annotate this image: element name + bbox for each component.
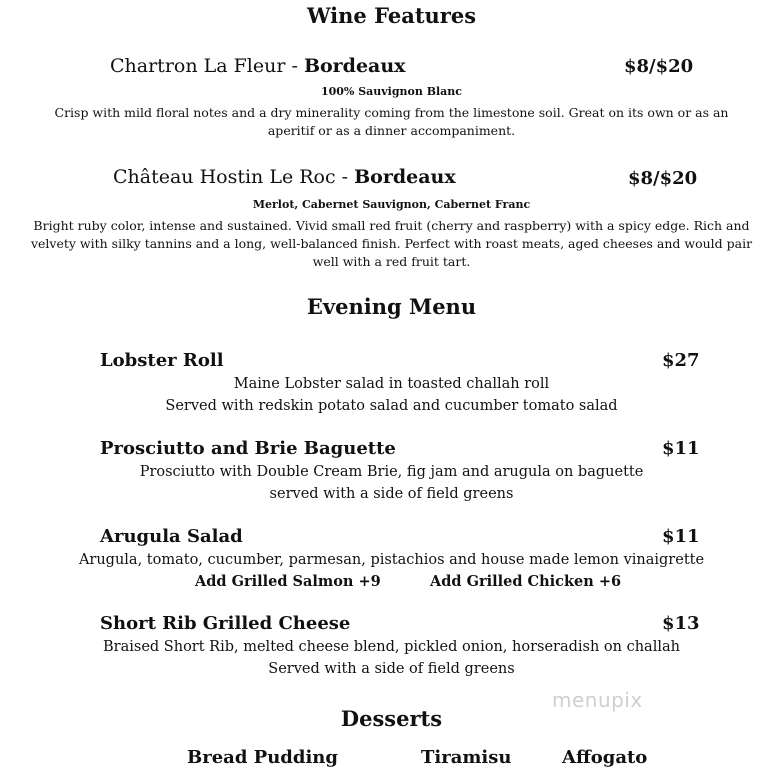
menupix-watermark: menupix	[552, 688, 643, 712]
menu-item-price: $11	[662, 438, 700, 459]
menu-item-name: Lobster Roll	[100, 350, 224, 371]
wine-price-2: $8/$20	[628, 168, 698, 189]
addon-chicken: Add Grilled Chicken +6	[430, 573, 622, 590]
menu-item-name: Arugula Salad	[100, 526, 243, 547]
wine-grapes-2: Merlot, Cabernet Sauvignon, Cabernet Franc	[252, 198, 531, 211]
menu-item-price: $13	[662, 613, 700, 634]
addon-salmon: Add Grilled Salmon +9	[195, 573, 381, 590]
dessert-item: Tiramisu	[421, 747, 512, 768]
menu-item-desc: Served with a side of field greens	[268, 661, 515, 677]
wine-desc-2: Bright ruby color, intense and sustained. Vivid small red fruit (cherry and raspberry) with a spicy edge. Rich and velvety with silky tannins and a long, well-balanced finish. Perfect with roast meats, aged cheeses and would pair well with a red fruit tart.	[30, 218, 753, 269]
wine-region: Bordeaux	[354, 166, 456, 188]
menu-item-desc: served with a side of field greens	[269, 486, 514, 502]
menu-item-name: Prosciutto and Brie Baguette	[100, 438, 396, 459]
desserts-heading: Desserts	[340, 706, 443, 731]
menu-item-name: Short Rib Grilled Cheese	[100, 613, 351, 634]
menu-item-price: $11	[662, 526, 700, 547]
menu-item-price: $27	[662, 350, 700, 371]
wine-price-1: $8/$20	[624, 56, 694, 77]
menu-item-desc: Braised Short Rib, melted cheese blend, pickled onion, horseradish on challah	[103, 639, 680, 655]
menu-item-desc: Prosciutto with Double Cream Brie, fig jam and arugula on baguette	[139, 464, 644, 480]
wine-name-1	[110, 55, 406, 77]
menu-item-desc: Maine Lobster salad in toasted challah roll	[233, 376, 550, 392]
dessert-item: Affogato	[562, 747, 648, 768]
evening-heading: Evening Menu	[306, 294, 477, 319]
menu-item-desc: Served with redskin potato salad and cucumber tomato salad	[165, 398, 618, 414]
wine-heading: Wine Features	[306, 3, 477, 28]
menu-item-desc: Arugula, tomato, cucumber, parmesan, pistachios and house made lemon vinaigrette	[78, 552, 705, 568]
wine-name-label: Chartron La Fleur -	[110, 55, 304, 77]
wine-name-2	[113, 166, 456, 188]
wine-region: Bordeaux	[303, 55, 406, 77]
dessert-item: Bread Pudding	[187, 747, 338, 768]
wine-grapes-1: 100% Sauvignon Blanc	[320, 85, 463, 98]
wine-desc-1: Crisp with mild floral notes and a dry minerality coming from the limestone soil. Great on its own or as an aperitif or as a dinner accompaniment.	[54, 105, 729, 138]
wine-name-label: Château Hostin Le Roc -	[113, 166, 355, 188]
